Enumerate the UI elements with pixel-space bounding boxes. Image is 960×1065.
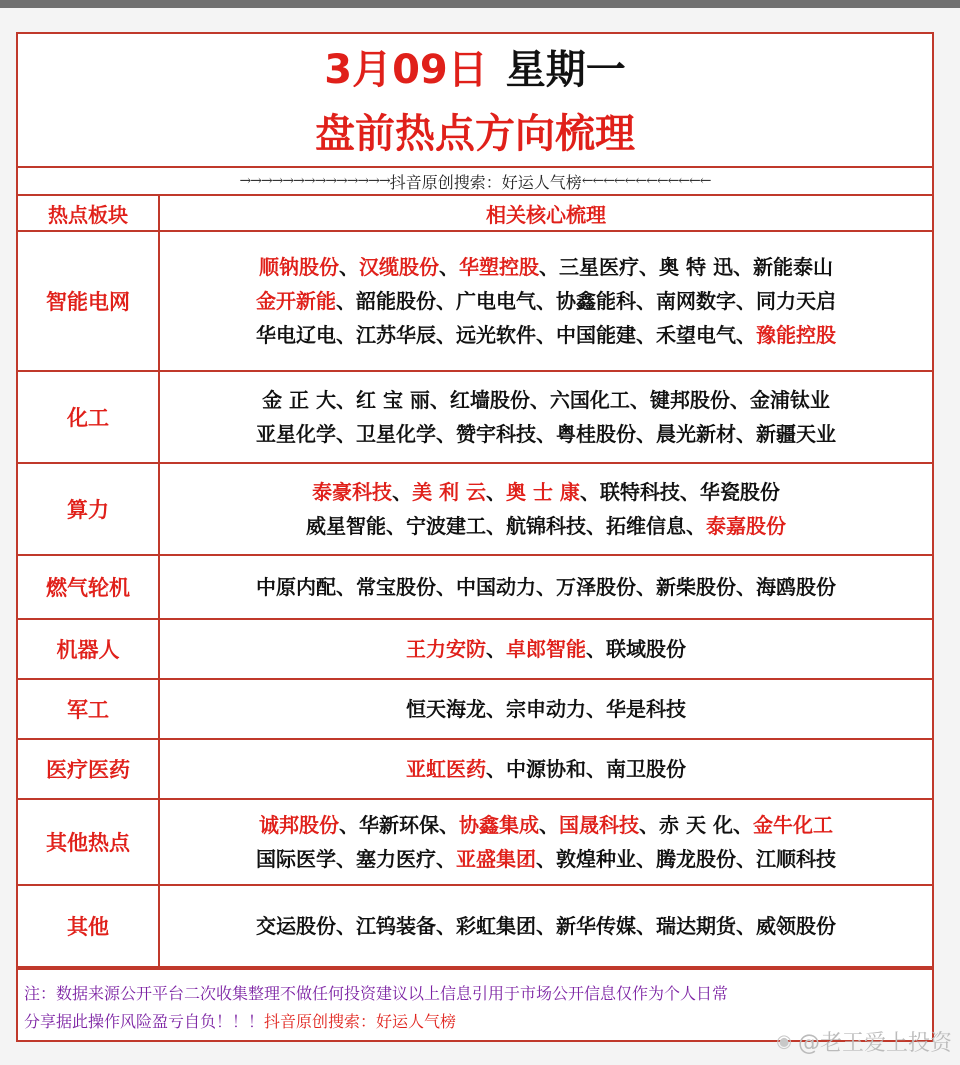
stock-text: 、 [486, 480, 506, 504]
stock-text: 、中源协和、南卫股份 [486, 757, 686, 781]
highlighted-stock: 金开新能 [256, 289, 336, 313]
column-header-stocks: 相关核心梳理 [159, 196, 932, 231]
stocks-line [160, 509, 932, 543]
highlighted-stock: 金牛化工 [752, 813, 833, 837]
stock-text: 恒天海龙、宗申动力、华是科技 [406, 697, 686, 721]
stocks-cell [159, 463, 932, 555]
highlighted-stock: 卓郎智能 [506, 637, 586, 661]
sector-cell: 其他热点 [18, 799, 159, 885]
highlighted-stock: 美 利 云 [412, 480, 486, 504]
stocks-line [160, 842, 932, 876]
highlighted-stock: 顺钠股份 [259, 255, 340, 279]
stocks-line [160, 284, 932, 318]
search-banner [18, 168, 932, 196]
table-row [18, 619, 932, 679]
stocks-line [160, 808, 932, 842]
highlighted-stock: 华塑控股 [459, 255, 540, 279]
stocks-line [160, 318, 932, 352]
sector-cell: 燃气轮机 [18, 555, 159, 619]
highlighted-stock: 诚邦股份 [259, 813, 340, 837]
stocks-line [160, 632, 932, 666]
stock-text: 国际医学、塞力医疗、 [256, 847, 456, 871]
stocks-line [160, 692, 932, 726]
weekday-text: 星期一 [505, 47, 626, 93]
date-text: 3月09日 [324, 47, 488, 93]
watermark [776, 1026, 952, 1057]
date-line [18, 34, 932, 96]
stocks-line [160, 570, 932, 604]
stocks-cell [159, 619, 932, 679]
sector-cell: 智能电网 [18, 231, 159, 371]
highlighted-stock: 亚盛集团 [456, 847, 536, 871]
hot-sector-table [18, 196, 932, 968]
stock-text: 金 正 大、红 宝 丽、红墙股份、六国化工、键邦股份、金浦钛业 [262, 388, 830, 412]
stock-text: 、联特科技、华瓷股份 [579, 480, 780, 504]
stocks-cell [159, 371, 932, 463]
highlighted-stock: 豫能控股 [756, 323, 836, 347]
stocks-line [160, 383, 932, 417]
highlighted-stock: 国晟科技 [559, 813, 640, 837]
stock-text: 交运股份、江钨装备、彩虹集团、新华传媒、瑞达期货、威领股份 [256, 914, 836, 938]
table-row [18, 463, 932, 555]
highlighted-stock: 亚虹医药 [406, 757, 486, 781]
search-banner-text: 抖音原创搜索：好运人气榜 [389, 172, 582, 192]
table-row [18, 371, 932, 463]
highlighted-stock: 泰嘉股份 [706, 514, 786, 538]
highlighted-stock: 奥 士 康 [506, 480, 580, 504]
stock-text: 、 [486, 637, 506, 661]
sector-cell: 算力 [18, 463, 159, 555]
sector-cell: 军工 [18, 679, 159, 739]
right-arrows: →→→→→→→→→→→→→→ [239, 173, 390, 189]
page-title: 盘前热点方向梳理 [315, 111, 635, 157]
stock-text: 、 [339, 255, 360, 279]
stock-text: 华电辽电、江苏华辰、远光软件、中国能建、禾望电气、 [256, 323, 756, 347]
sector-cell: 机器人 [18, 619, 159, 679]
stock-text: 、联域股份 [586, 637, 686, 661]
table-row [18, 231, 932, 371]
left-arrows: ←←←←←←←←←←←← [581, 173, 711, 189]
highlighted-stock: 汉缆股份 [359, 255, 440, 279]
stocks-cell [159, 885, 932, 967]
disclaimer-line-1: 注：数据来源公开平台二次收集整理不做任何投资建议以上信息引用于市场公开信息仅作为个人日常 [24, 984, 729, 1003]
title-block [18, 34, 932, 168]
disclaimer-search-text: 抖音原创搜索：好运人气榜 [264, 1012, 457, 1031]
stock-text: 、韶能股份、广电电气、协鑫能科、南网数字、同力天启 [336, 289, 836, 313]
top-bar [0, 0, 960, 8]
weibo-icon: ◉ [776, 1031, 792, 1052]
highlighted-stock: 协鑫集成 [459, 813, 540, 837]
table-row [18, 885, 932, 967]
stock-text: 、 [439, 255, 460, 279]
sector-cell: 化工 [18, 371, 159, 463]
table-row [18, 739, 932, 799]
stock-text: 、 [392, 480, 413, 504]
sector-cell: 其他 [18, 885, 159, 967]
table-row [18, 679, 932, 739]
table-header-row [18, 196, 932, 231]
highlighted-stock: 王力安防 [406, 637, 486, 661]
stocks-line [160, 475, 932, 509]
table-row [18, 799, 932, 885]
stocks-line [160, 417, 932, 451]
table-body [18, 231, 932, 967]
stocks-cell [159, 679, 932, 739]
sector-cell: 医疗医药 [18, 739, 159, 799]
watermark-text: @老王爱上投资 [797, 1031, 952, 1056]
stocks-line [160, 909, 932, 943]
stock-text: 、三星医疗、奥 特 迅、新能泰山 [539, 255, 833, 279]
disclaimer-risk-text: 分享据此操作风险盈亏自负！！！ [24, 1012, 265, 1031]
stock-text: 中原内配、常宝股份、中国动力、万泽股份、新柴股份、海鸥股份 [256, 575, 836, 599]
stocks-line [160, 752, 932, 786]
stock-text: 、赤 天 化、 [639, 813, 753, 837]
stock-text: 威星智能、宁波建工、航锦科技、拓维信息、 [306, 514, 706, 538]
stocks-cell [159, 231, 932, 371]
stocks-line [160, 250, 932, 284]
summary-card [16, 32, 934, 1042]
stock-text: 、敦煌种业、腾龙股份、江顺科技 [536, 847, 836, 871]
stocks-cell [159, 799, 932, 885]
highlighted-stock: 泰豪科技 [312, 480, 393, 504]
stocks-cell [159, 555, 932, 619]
stock-text: 、华新环保、 [339, 813, 460, 837]
column-header-sector: 热点板块 [18, 196, 159, 231]
table-row [18, 555, 932, 619]
stocks-cell [159, 739, 932, 799]
stock-text: 亚星化学、卫星化学、赞宇科技、粤桂股份、晨光新材、新疆天业 [256, 422, 836, 446]
stock-text: 、 [539, 813, 560, 837]
